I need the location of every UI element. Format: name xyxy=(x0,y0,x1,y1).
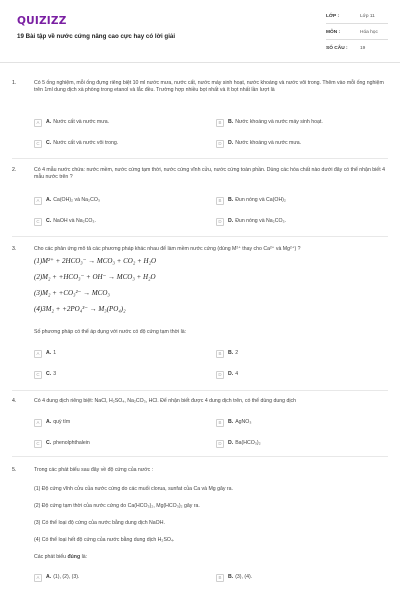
option-text: 3 xyxy=(53,371,57,378)
option-text: Ba(HCO₃)₂ xyxy=(235,440,261,447)
prompt-prefix: Các phát biểu xyxy=(34,554,68,560)
option-box: A xyxy=(34,419,42,427)
question-number: 3. xyxy=(12,246,17,252)
option-c[interactable] xyxy=(34,217,184,227)
option-a[interactable] xyxy=(34,418,184,428)
option-text: 1 xyxy=(53,350,57,357)
worksheet-header xyxy=(0,0,400,62)
option-box: B xyxy=(216,350,224,358)
option-letter: B. xyxy=(228,574,234,581)
meta-count-value: 19 xyxy=(360,46,366,51)
option-text: Ca(OH)₂ và Na₂CO₃ xyxy=(53,197,100,204)
prompt-suffix: là: xyxy=(80,554,88,560)
statement-2: (2) Độ cứng tạm thời của nước cứng do Ca(HCO₃)₂, Mg(HCO₃)₂ gây ra. xyxy=(34,503,200,509)
divider xyxy=(326,39,388,40)
divider xyxy=(12,456,388,457)
option-box: C xyxy=(34,371,42,379)
option-text: phenolphthalein xyxy=(53,440,90,447)
option-box: B xyxy=(216,419,224,427)
option-c[interactable] xyxy=(34,370,184,380)
option-letter: C. xyxy=(46,218,52,225)
option-letter: A. xyxy=(46,350,52,357)
option-box: C xyxy=(34,440,42,448)
question-number: 5. xyxy=(12,467,17,473)
option-a[interactable] xyxy=(34,196,184,206)
option-text: (3), (4). xyxy=(235,574,253,581)
option-box: B xyxy=(216,197,224,205)
option-box: B xyxy=(216,574,224,582)
question-text xyxy=(34,167,386,184)
option-box: A xyxy=(34,119,42,127)
option-d[interactable] xyxy=(216,370,366,380)
meta-count-label: SỐ CÂU : xyxy=(326,46,348,51)
question-followup xyxy=(34,329,386,339)
option-letter: A. xyxy=(46,419,52,426)
divider xyxy=(326,23,388,24)
meta-class-value: Lớp 11 xyxy=(360,14,375,19)
statement-1: (1) Độ cứng vĩnh cửu của nước cứng do các muối clorua, sunfat của Ca và Mg gây ra. xyxy=(34,486,233,492)
option-box: A xyxy=(34,197,42,205)
option-b[interactable] xyxy=(216,573,366,583)
option-box: A xyxy=(34,350,42,358)
option-text: Nước cất và nước mưa. xyxy=(53,119,110,126)
divider xyxy=(12,390,388,391)
option-d[interactable] xyxy=(216,139,366,149)
meta-subject-value: Hóa học xyxy=(360,30,378,35)
option-letter: A. xyxy=(46,197,52,204)
option-d[interactable] xyxy=(216,217,366,227)
question-stem: Có 4 mẫu nước chứa: nước mềm, nước cứng tạm thời, nước cứng vĩnh cửu, nước cứng toàn phần. Dùng các hóa chất nào dưới đây có thể nhận biết 4 mẫu nước trên ? xyxy=(34,167,385,181)
question-stem: Trong các phát biểu sau đây về độ cứng của nước : xyxy=(34,467,154,473)
divider xyxy=(12,236,388,237)
equation-2: (2)M₂ + +HCO₃⁻ + OH⁻ → MCO₃ + H₂O xyxy=(34,273,156,281)
option-text: 4 xyxy=(235,371,239,378)
option-a[interactable] xyxy=(34,349,184,359)
option-letter: D. xyxy=(228,218,234,225)
option-box: D xyxy=(216,140,224,148)
option-text: AgNO₃ xyxy=(235,419,252,426)
quizizz-logo: QUIZIZZ xyxy=(17,15,67,27)
option-letter: B. xyxy=(228,119,234,126)
option-letter: B. xyxy=(228,197,234,204)
option-letter: D. xyxy=(228,371,234,378)
equation-1: (1)M²⁺ + 2HCO₃⁻ → MCO₃ + CO₂ + H₂O xyxy=(34,257,157,265)
option-text: Nước khoáng và nước mưa. xyxy=(235,140,302,147)
option-box: A xyxy=(34,574,42,582)
option-letter: C. xyxy=(46,371,52,378)
question-text xyxy=(34,246,386,256)
statement-3: (3) Có thể loại độ cứng của nước bằng dung dịch NaOH. xyxy=(34,520,165,526)
option-text: Đun nóng và Ca(OH)₂ xyxy=(235,197,286,204)
option-letter: A. xyxy=(46,574,52,581)
option-b[interactable] xyxy=(216,418,366,428)
option-box: B xyxy=(216,119,224,127)
option-text: quỳ tím xyxy=(53,419,71,426)
header-divider xyxy=(0,62,400,63)
question-text xyxy=(34,467,386,477)
question-number: 4. xyxy=(12,398,17,404)
worksheet-title: 19 Bài tập về nước cứng nâng cao cực hay có lời giải xyxy=(17,33,176,40)
option-letter: D. xyxy=(228,140,234,147)
meta-subject-label: MÔN : xyxy=(326,30,341,35)
equation-4: (4)3M₂ + +2PO₄³⁻ → M₃(PO₄)₂ xyxy=(34,305,126,313)
option-letter: B. xyxy=(228,419,234,426)
prompt-bold: đúng xyxy=(67,554,81,560)
question-number: 1. xyxy=(12,80,17,86)
divider xyxy=(12,158,388,159)
option-a[interactable] xyxy=(34,118,184,128)
option-b[interactable] xyxy=(216,349,366,359)
option-letter: C. xyxy=(46,140,52,147)
option-a[interactable] xyxy=(34,573,184,583)
question-prompt xyxy=(34,554,386,561)
option-b[interactable] xyxy=(216,118,366,128)
question-text xyxy=(34,80,386,97)
option-letter: A. xyxy=(46,119,52,126)
option-c[interactable] xyxy=(34,439,184,449)
option-c[interactable] xyxy=(34,139,184,149)
option-box: D xyxy=(216,371,224,379)
question-number: 2. xyxy=(12,167,17,173)
question-stem: Cho các phản ứng mô tả các phương pháp khác nhau để làm mềm nước cứng (dùng M²⁺ thay cho Ca²⁺ và Mg²⁺) ? xyxy=(34,246,301,252)
option-box: D xyxy=(216,440,224,448)
question-text xyxy=(34,398,386,408)
option-text: NaOH và Na₂CO₃. xyxy=(53,218,96,225)
question-followup-text: Số phương pháp có thể áp dụng với nước có độ cứng tạm thời là: xyxy=(34,329,187,335)
option-box: D xyxy=(216,218,224,226)
option-text: Nước khoáng và nước máy sinh hoạt. xyxy=(235,119,323,126)
option-text: (1), (2), (3). xyxy=(53,574,80,581)
question-stem: Có 4 dung dịch riêng biệt: NaCl, H₂SO₄, Na₂CO₃, HCl. Để nhận biết được 4 dung dịch trên, có thể dùng dung dịch xyxy=(34,398,296,404)
option-box: C xyxy=(34,218,42,226)
option-letter: B. xyxy=(228,350,234,357)
option-text: 2 xyxy=(235,350,239,357)
option-b[interactable] xyxy=(216,196,366,206)
option-d[interactable] xyxy=(216,439,366,449)
option-box: C xyxy=(34,140,42,148)
option-letter: D. xyxy=(228,440,234,447)
meta-class-label: LỚP : xyxy=(326,14,340,19)
statement-4: (4) Có thể loại hết độ cứng của nước bằng dung dịch H₂SO₄. xyxy=(34,537,175,543)
option-text: Nước cất và nước vôi trong. xyxy=(53,140,119,147)
equation-3: (3)M₂ + +CO₃²⁻ → MCO₃ xyxy=(34,289,110,297)
option-text: Đun nóng và Na₂CO₃. xyxy=(235,218,287,225)
option-letter: C. xyxy=(46,440,52,447)
question-stem: Có 5 ống nghiệm, mỗi ống đựng riêng biệt 10 ml nước mưa, nước cất, nước máy sinh hoạt, nước khoáng và nước vôi trong. Thêm vào mỗi ống nghiệm trên 1ml dung dịch xà phòng trong etanol và lắc đều. Trường hợp nhiều bọt nhất và ít bọt nhất lần lượt là xyxy=(34,80,384,94)
